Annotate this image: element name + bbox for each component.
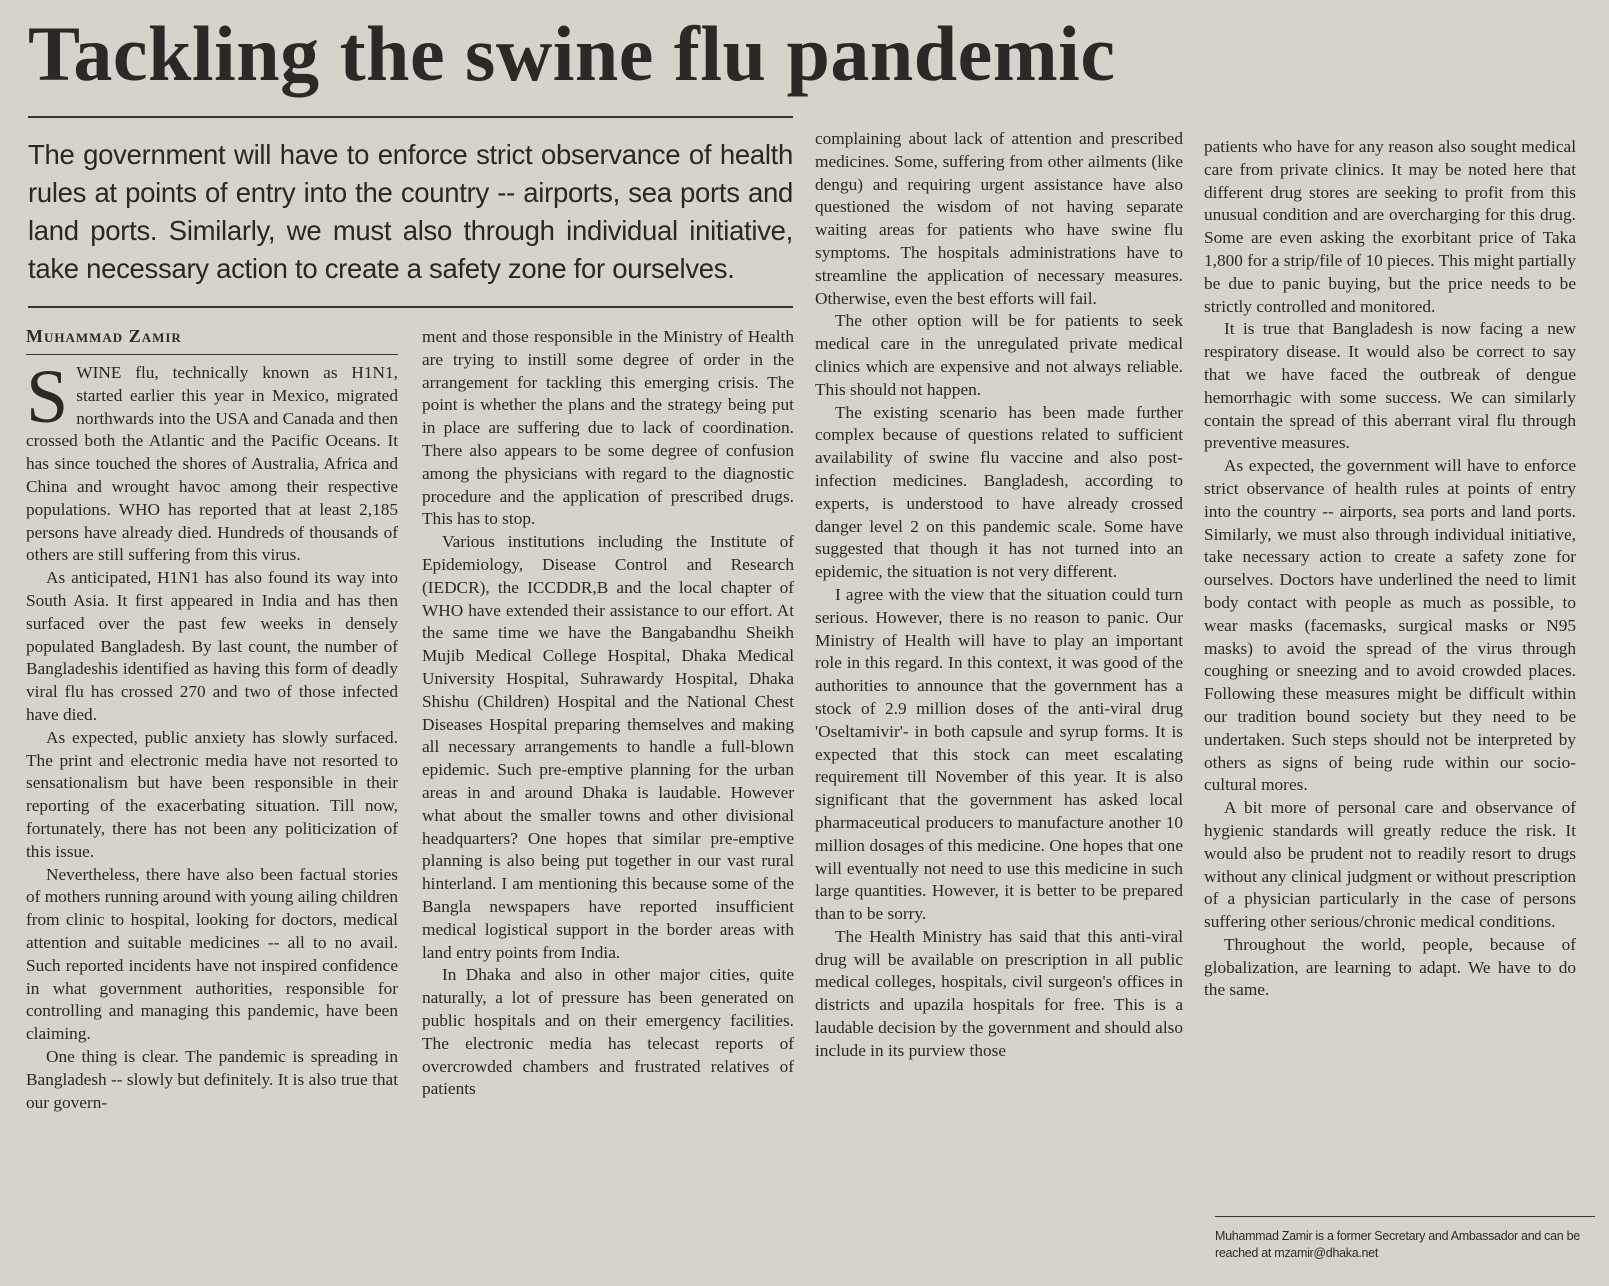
- column-2: [422, 326, 794, 1101]
- column-3: [815, 128, 1183, 1063]
- col3-paragraph-3: The existing scenario has been made further complex because of questions related to sufficient availability of swine flu vaccine and also post-infection medicines. Bangladesh, according to experts, is understood to have already crossed danger level 2 on this pandemic scale. Some have suggested that though it has not turned into an epidemic, the situation is not very different.: [815, 402, 1183, 582]
- col1-p1-text: WINE flu, technically known as H1N1, started earlier this year in Mexico, migrated northwards into the USA and Canada and then crossed both the Atlantic and the Pacific Oceans. It has since touched the shores of Australia, Africa and China and wrought havoc among their respective populations. WHO has reported that at least 2,185 persons have already died. Hundreds of thousands of others are still suffering from this virus.: [26, 363, 398, 565]
- col1-paragraph-5: One thing is clear. The pandemic is spreading in Bangladesh -- slowly but definitely. It is also true that our govern-: [26, 1046, 398, 1112]
- col1-paragraph-2: As anticipated, H1N1 has also found its way into South Asia. It first appeared in India and has then surfaced over the past few weeks in densely populated Bangladesh. By last count, the number of Bangladeshis identified as having this form of deadly viral flu has crossed 270 and two of those infected have died.: [26, 568, 398, 724]
- col4-paragraph-4: A bit more of personal care and observance of hygienic standards will greatly reduce the risk. It would also be prudent not to readily resort to drugs without any clinical judgment or without prescription of a physician particularly in the case of persons suffering other serious/chronic medical conditions.: [1204, 798, 1576, 932]
- col4-paragraph-3: As expected, the government will have to enforce strict observance of health rules at points of entry into the country -- airports, sea ports and land ports. Similarly, we must also through individual initiative, take necessary action to create a safety zone for ourselves. Doctors have underlined the need to limit body contact with people as much as possible, to wear masks (facemasks, surgical masks or N95 masks) to avoid the spread of the virus through coughing or sneezing and to avoid crowded places. Following these measures might be difficult within our tradition bound society but they need to be undertaken. Such steps should not be interpreted by others as signs of being rude within our socio-cultural mores.: [1204, 456, 1576, 795]
- col4-paragraph-2: It is true that Bangladesh is now facing a new respiratory disease. It would also be correct to say that we have faced the outbreak of dengue hemorrhagic with some success. We can similarly contain the spread of this aberrant viral flu through preventive measures.: [1204, 319, 1576, 453]
- col3-paragraph-2: The other option will be for patients to seek medical care in the unregulated private medical clinics which are expensive and not always reliable. This should not happen.: [815, 311, 1183, 399]
- col1-paragraph-1: [26, 355, 398, 567]
- col3-paragraph-4: I agree with the view that the situation could turn serious. However, there is no reason to panic. Our Ministry of Health will have to play an important role in this regard. In this context, it was good of the authorities to announce that the government has a stock of 2.9 million doses of the anti-viral drug 'Oseltamivir'- in both capsule and syrup forms. It is expected that this stock can meet escalating requirement till November of this year. It is also significant that the government has asked local pharmaceutical producers to manufacture another 10 million dosages of this medicine. One hopes that one will eventually not need to use this medicine in such large quantities. However, it is better to be prepared than to be sorry.: [815, 584, 1183, 924]
- byline: Muhammad Zamir: [26, 326, 182, 346]
- col4-paragraph-5: Throughout the world, people, because of globalization, are learning to adapt. We have to do the same.: [1204, 934, 1576, 1000]
- author-footnote: Muhammad Zamir is a former Secretary and Ambassador and can be reached at mzamir@dhaka.net: [1215, 1229, 1580, 1260]
- col1-paragraph-3: As expected, public anxiety has slowly surfaced. The print and electronic media have not resorted to sensationalism but have been responsible in their reporting of the exacerbating situation. Till now, fortunately, there has not been any politicization of this issue.: [26, 727, 398, 861]
- deck-bottom-rule: [28, 306, 793, 308]
- deck-top-rule: [28, 116, 793, 118]
- col4-paragraph-1: patients who have for any reason also sought medical care from private clinics. It may be noted here that different drug stores are seeking to profit from this unusual condition and are overcharging for this drug. Some are even asking the exorbitant price of Taka 1,800 for a strip/file of 10 pieces. This might partially be due to panic buying, but the price needs to be strictly controlled and monitored.: [1204, 137, 1576, 316]
- col1-paragraph-4: Nevertheless, there have also been factual stories of mothers running around with young ailing children from clinic to hospital, looking for doctors, medical attention and suitable medicines -- all to no avail. Such reported incidents have not inspired confidence in what government authorities, responsible for controlling and managing this pandemic, have been claiming.: [26, 864, 398, 1044]
- deck-summary: The government will have to enforce strict observance of health rules at points of entry into the country -- airports, sea ports and land ports. Similarly, we must also through individual initiative, take necessary action to create a safety zone for ourselves.: [28, 139, 793, 284]
- column-1: [26, 355, 398, 1114]
- dropcap: S: [26, 355, 69, 439]
- col2-paragraph-3: In Dhaka and also in other major cities, quite naturally, a lot of pressure has been generated on public hospitals and on their emergency facilities. The electronic media has telecast reports of overcrowded chambers and frustrated relatives of patients: [422, 965, 794, 1099]
- headline: Tackling the swine flu pandemic: [28, 10, 1116, 97]
- col2-paragraph-2: Various institutions including the Institute of Epidemiology, Disease Control and Research (IEDCR), the ICCDDR,B and the local chapter of WHO have extended their assistance to our effort. At the same time we have the Bangabandhu Sheikh Mujib Medical College Hospital, Dhaka Medical University Hospital, Suhrawardy Hospital, Dhaka Shishu (Children) Hospital and the National Chest Diseases Hospital preparing themselves and making all necessary arrangements to handle a full-blown epidemic. Such pre-emptive planning for the urban areas in and around Dhaka is laudable. However what about the smaller towns and other divisional headquarters? One hopes that similar pre-emptive planning is also being put together in our vast rural hinterland. I am mentioning this because some of the Bangla newspapers have reported insufficient medical logistical support in the border areas with land entry points from India.: [422, 532, 794, 962]
- column-4: [1204, 136, 1576, 1002]
- col3-paragraph-5: The Health Ministry has said that this anti-viral drug will be available on prescription in all public medical colleges, hospitals, civil surgeon's offices in districts and upazila hospitals for free. This is a laudable decision by the government and should also include in its purview those: [815, 926, 1183, 1060]
- footnote-rule: [1215, 1216, 1595, 1217]
- col3-paragraph-1: complaining about lack of attention and prescribed medicines. Some, suffering from other ailments (like dengu) and requiring urgent assistance have also questioned the wisdom of not having separate waiting areas for patients who have swine flu symptoms. The hospitals administrations have to streamline the application of necessary measures. Otherwise, even the best efforts will fail.: [815, 129, 1183, 308]
- byline-rule: [26, 354, 398, 355]
- col2-paragraph-1: ment and those responsible in the Ministry of Health are trying to instill some degree of order in the arrangement for tackling this emerging crisis. The point is whether the plans and the strategy being put in place are suffering due to lack of coordination. There also appears to be some degree of confusion among the physicians with regard to the diagnostic procedure and the application of prescribed drugs. This has to stop.: [422, 327, 794, 529]
